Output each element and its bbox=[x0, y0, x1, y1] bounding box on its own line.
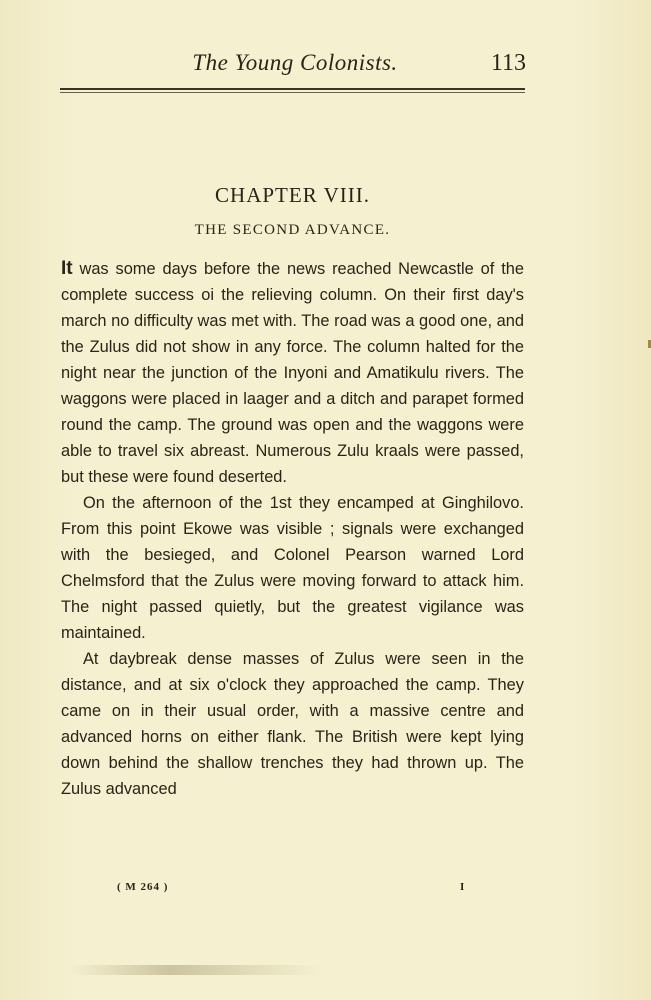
body-text bbox=[61, 256, 524, 802]
page-smudge bbox=[70, 965, 320, 975]
chapter-title: CHAPTER VIII. bbox=[215, 183, 370, 207]
gathering-letter: I bbox=[460, 881, 465, 893]
printer-signature: ( M 264 ) bbox=[117, 881, 169, 893]
paragraph-1 bbox=[61, 256, 524, 490]
paragraph-1-text: was some days before the news reached Newcastle of the complete success oi the relieving column. On their first day's march no difficulty was met with. The road was a good one, and the Zulus did not show in any force. The column halted for the night near the junction of the Inyoni and Amatikulu rivers. The waggons were placed in laager and a ditch and parapet formed round the camp. The ground was open and the waggons were able to travel six abreast. Numerous Zulu kraals were passed, but these were found deserted. bbox=[61, 260, 524, 486]
page-number: 113 bbox=[490, 50, 526, 76]
running-head bbox=[60, 50, 530, 80]
header-rule-thin bbox=[60, 92, 525, 93]
chapter-subtitle: THE SECOND ADVANCE. bbox=[194, 222, 391, 238]
paragraph-2: On the afternoon of the 1st they encamped at Ginghilovo. From this point Ekowe was visible ; signals were exchanged with the besieged, and Colonel Pearson warned Lord Chelmsford that the Zulus were moving forward to attack him. The night passed quietly, but the greatest vigilance was maintained. bbox=[61, 494, 524, 642]
header-rule bbox=[60, 88, 525, 90]
drop-cap: It bbox=[61, 258, 73, 279]
running-title: The Young Colonists. bbox=[192, 50, 398, 75]
paragraph-3: At daybreak dense masses of Zulus were seen in the distance, and at six o'clock they approached the camp. They came on in their usual order, with a massive centre and advanced horns on either flank. The British were kept lying down behind the shallow trenches they had thrown up. The Zulus advanced bbox=[61, 650, 524, 798]
